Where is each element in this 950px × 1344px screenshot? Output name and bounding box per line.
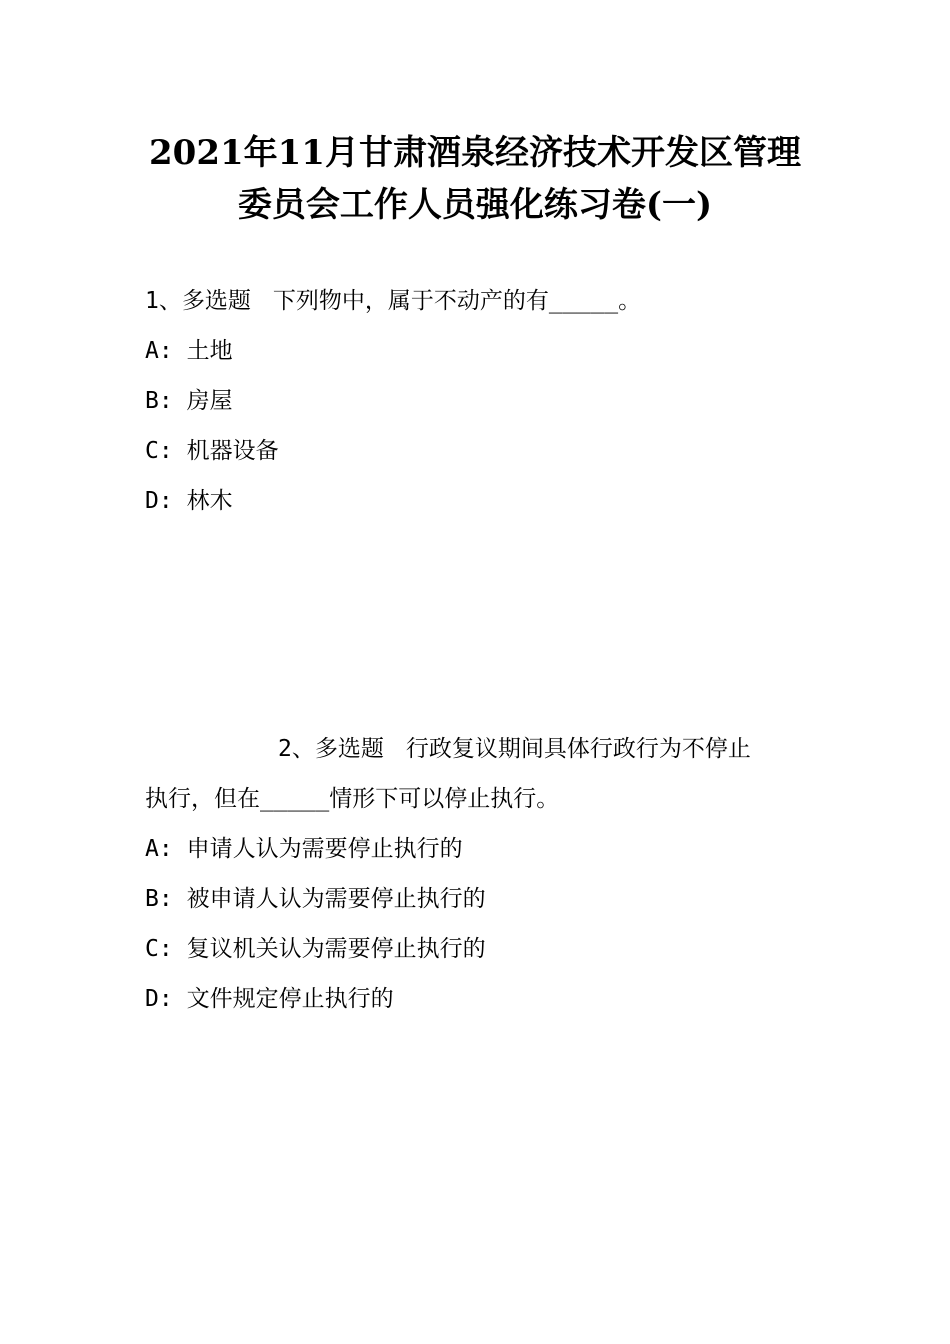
- option-text: 机器设备: [186, 438, 279, 464]
- option-label: B:: [145, 886, 173, 912]
- document-title-line-1: 2021年11月甘肃酒泉经济技术开发区管理: [149, 133, 801, 173]
- option-label: A:: [145, 836, 173, 862]
- question-1-stem: [145, 286, 641, 316]
- question-1-option-d: [145, 486, 233, 516]
- option-text: 文件规定停止执行的: [186, 986, 394, 1012]
- question-1-option-c: [145, 436, 279, 466]
- question-2-option-d: [145, 984, 394, 1014]
- question-2-text: 行政复议期间具体行政行为不停止: [405, 736, 751, 762]
- question-2-number: 2、: [278, 736, 315, 762]
- question-2-stem-line-2: [145, 784, 559, 814]
- question-1-text: 下列物中，属于不动产的有: [272, 288, 549, 314]
- option-text: 复议机关认为需要停止执行的: [186, 936, 486, 962]
- option-text: 土地: [186, 338, 233, 364]
- document-title-line-2: 委员会工作人员强化练习卷(一): [237, 185, 713, 225]
- question-1-option-b: [145, 386, 233, 416]
- question-2-option-b: [145, 884, 486, 914]
- question-2-option-a: [145, 834, 463, 864]
- question-2-option-c: [145, 934, 486, 964]
- option-text: 被申请人认为需要停止执行的: [186, 886, 486, 912]
- option-text: 林木: [186, 488, 233, 514]
- question-2-text-end: 情形下可以停止执行。: [329, 786, 560, 812]
- option-label: D:: [145, 488, 173, 514]
- option-label: B:: [145, 388, 173, 414]
- question-2-blank: _____: [260, 786, 330, 812]
- option-label: C:: [145, 936, 173, 962]
- question-2-stem-line-1: [278, 734, 751, 764]
- question-1-number: 1、: [145, 288, 182, 314]
- option-text: 申请人认为需要停止执行的: [186, 836, 463, 862]
- question-1-text-end: 。: [618, 288, 642, 314]
- option-label: C:: [145, 438, 173, 464]
- question-1-type: 多选题: [181, 288, 251, 314]
- question-2-text-cont: 执行，但在: [145, 786, 260, 812]
- question-1-option-a: [145, 336, 233, 366]
- option-label: D:: [145, 986, 173, 1012]
- option-label: A:: [145, 338, 173, 364]
- question-2-type: 多选题: [314, 736, 384, 762]
- option-text: 房屋: [186, 388, 233, 414]
- question-1-blank: _____: [548, 288, 619, 314]
